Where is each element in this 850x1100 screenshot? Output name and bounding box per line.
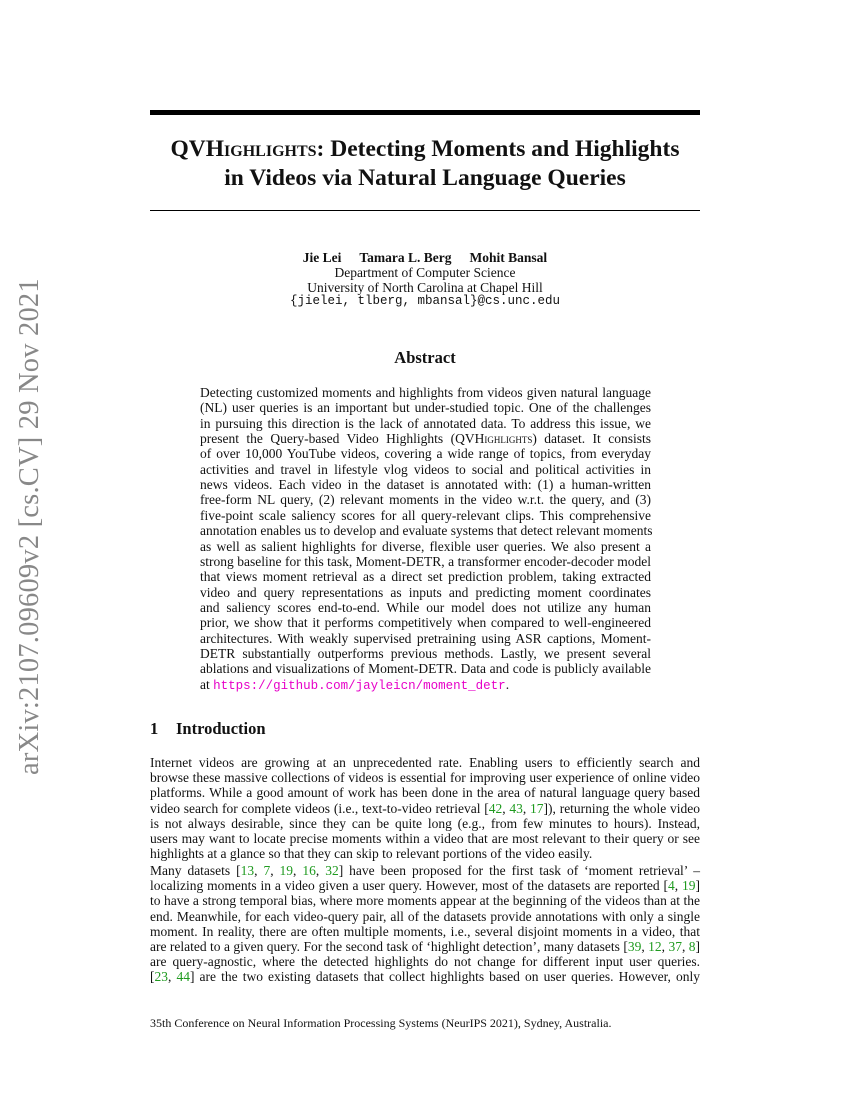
citation-link[interactable]: 43	[509, 800, 523, 816]
abstract-line: news videos. Each video in the dataset is annotated with: (1) a human-written	[200, 477, 651, 493]
citation-link[interactable]: 19	[682, 878, 696, 894]
abstract-line: strong baseline for this task, Moment-DETR, a transformer encoder-decoder model	[200, 553, 651, 569]
abstract-line: activities and travel in lifestyle vlog videos to social and political activities in	[200, 461, 651, 477]
section-number: 1	[150, 719, 159, 738]
smallcaps-text: ighlights	[484, 431, 533, 447]
author-name: Mohit Bansal	[469, 250, 548, 265]
abstract-heading: Abstract	[394, 348, 456, 367]
citation-link[interactable]: 17	[530, 800, 544, 816]
paragraph-line: Internet videos are growing at an unprecedented rate. Enabling users to efficiently search and	[150, 755, 700, 770]
title-prefix: QVH	[170, 136, 225, 162]
paragraph-line: end. Meanwhile, for each video-query pair, all of the datasets provide annotations with only a single	[150, 908, 700, 924]
abstract-line: of over 10,000 YouTube videos, covering a wide range of topics, from everyday	[200, 446, 651, 462]
citation-link[interactable]: 4	[668, 878, 675, 894]
paragraph-line: [23, 44] are the two existing datasets that collect highlights based on user queries. However, only	[150, 969, 700, 985]
author-list	[150, 250, 700, 265]
section-title: Introduction	[176, 719, 266, 738]
title-rest: : Detecting Moments and Highlights	[316, 136, 680, 162]
abstract-line: ablations and visualizations of Moment-DETR. Data and code is publicly available	[200, 661, 651, 677]
paragraph-line: platforms. While a good amount of work has been done in the area of natural language query based	[150, 785, 700, 801]
abstract-line: five-point scale saliency scores for all query-relevant clips. This comprehensive	[200, 507, 651, 523]
arxiv-identifier-sidebar: arXiv:2107.09609v2 [cs.CV] 29 Nov 2021	[14, 278, 45, 775]
paragraph-line: are query-agnostic, where the detected highlights do not change for different input user queries.	[150, 954, 700, 970]
abstract-line: video and query representations as inputs and predicting moment coordinates	[200, 584, 651, 600]
paragraph-line: are related to a given query. For the second task of ‘highlight detection’, many datasets [39, 12, 37, 8]	[150, 939, 701, 954]
citation-link[interactable]: 42	[488, 800, 503, 816]
paragraph-line: video search for complete videos (i.e., text-to-video retrieval [42, 43, 17]), returning the whole video	[150, 800, 700, 816]
abstract-line: annotation enables us to develop and evaluate systems that detect relevant moments	[200, 523, 653, 539]
paragraph-line: users may want to locate precise moments within a video that are most relevant to their query or see	[150, 831, 700, 846]
abstract-line: architectures. With weakly supervised pretraining using ASR captions, Moment-	[200, 630, 651, 646]
paragraph-line: Many datasets [13, 7, 19, 16, 32] have been proposed for the first task of ‘moment retrieval’ –	[150, 863, 701, 878]
abstract-line: (NL) user queries is an important but under-studied topic. One of the challenges	[200, 400, 651, 416]
paragraph-line: to have a strong temporal bias, where more moments appear at the beginning of the videos than at the	[150, 893, 700, 909]
citation-link[interactable]: 44	[176, 969, 190, 985]
citation-link[interactable]: 13	[240, 863, 255, 878]
paper-title-line-1	[150, 135, 700, 163]
abstract-line: free-form NL query, (2) relevant moments in the video w.r.t. the query, and (3)	[200, 492, 651, 508]
author-name: Tamara L. Berg	[359, 250, 452, 265]
citation-link[interactable]: 8	[688, 939, 696, 954]
abstract-line: and saliency scores end-to-end. While our model does not utilize any human	[200, 599, 651, 615]
citation-link[interactable]: 12	[648, 939, 662, 954]
author-university: University of North Carolina at Chapel Hill	[307, 280, 543, 295]
section-heading-introduction	[150, 719, 266, 739]
paragraph-line: is not always desirable, since they can be quite long (e.g., from few minutes to hours). Instead,	[150, 815, 700, 831]
citation-link[interactable]: 19	[279, 863, 294, 878]
paragraph-line: localizing moments in a video given a user query. However, most of the datasets are reported [4, 19]	[150, 878, 701, 894]
abstract-line: present the Query-based Video Highlights (QVHighlights) dataset. It consists	[200, 431, 651, 447]
author-email: {jielei, tlberg, mbansal}@cs.unc.edu	[289, 294, 561, 308]
abstract-line: as well as salient highlights for diverse, flexible user queries. We also present a	[200, 538, 651, 554]
title-bottom-rule	[150, 210, 700, 211]
abstract-line: at https://github.com/jayleicn/moment_detr.	[200, 676, 510, 693]
paragraph-line: highlights at a glance so that they can skip to relevant portions of the video easily.	[150, 846, 593, 862]
abstract-line: prior, we show that it performs competitively when compared to well-engineered	[200, 615, 651, 631]
abstract-line: in pursuing this direction is the lack of annotated data. To address this issue, we	[200, 415, 651, 431]
author-name: Jie Lei	[302, 250, 342, 265]
abstract-line: that views moment retrieval as a direct set prediction problem, taking extracted	[200, 569, 651, 585]
citation-link[interactable]: 37	[668, 939, 682, 954]
citation-link[interactable]: 39	[627, 939, 642, 954]
citation-link[interactable]: 32	[325, 863, 339, 878]
paragraph-line: moment. In reality, there are often multiple moments, i.e., several disjoint moments in a video, that	[150, 923, 700, 939]
conference-footnote: 35th Conference on Neural Information Processing Systems (NeurIPS 2021), Sydney, Australia.	[150, 1016, 612, 1030]
title-smallcaps: ighlights	[224, 136, 317, 162]
code-url-link[interactable]: https://github.com/jayleicn/moment_detr	[213, 678, 506, 693]
citation-link[interactable]: 23	[154, 969, 168, 985]
abstract-line: Detecting customized moments and highlights from videos given natural language	[200, 385, 651, 400]
citation-link[interactable]: 7	[263, 863, 271, 878]
abstract-line: DETR substantially outperforms previous methods. Lastly, we present several	[200, 645, 651, 661]
paper-title-line-2: in Videos via Natural Language Queries	[224, 165, 626, 191]
author-department: Department of Computer Science	[334, 265, 516, 280]
title-top-rule	[150, 110, 700, 115]
citation-link[interactable]: 16	[302, 863, 316, 878]
paragraph-line: browse these massive collections of videos is essential for improving user experience of online video	[150, 770, 700, 786]
